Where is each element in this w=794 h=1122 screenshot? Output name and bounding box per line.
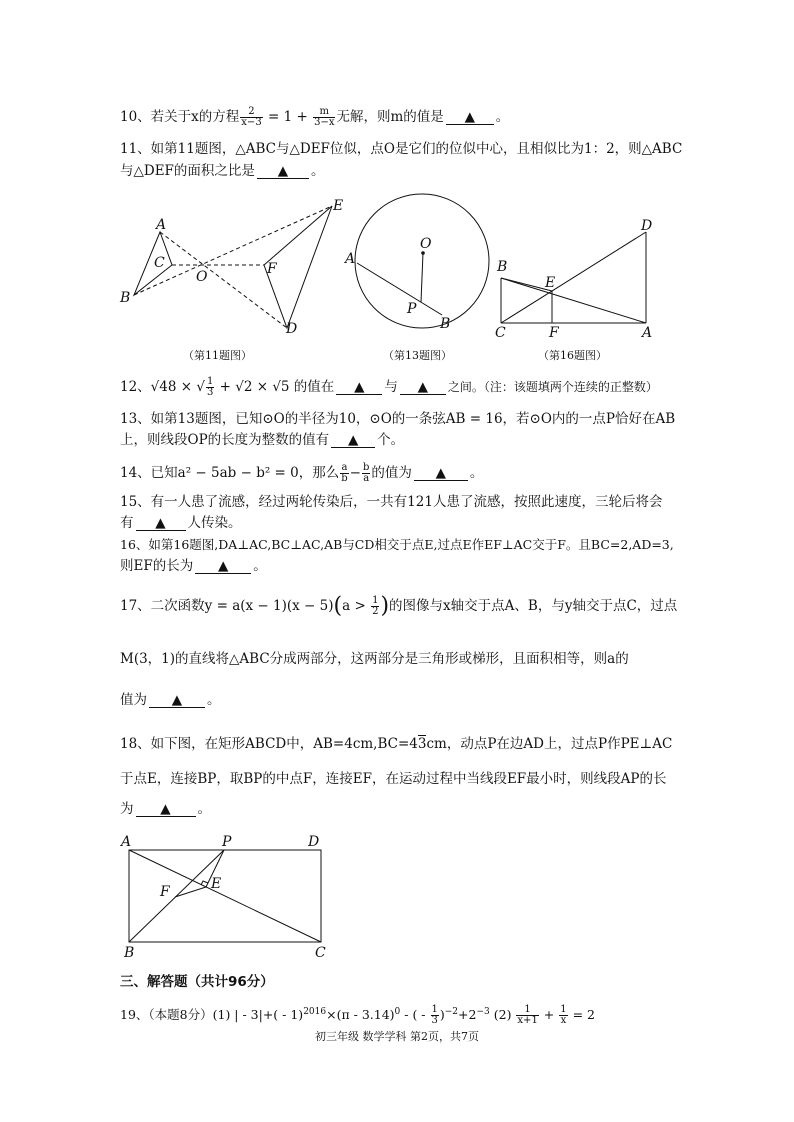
label-o: O: [196, 269, 208, 285]
label-a: A: [156, 217, 167, 233]
question-18-line2: 于点E，连接BP，取BP的中点F，连接EF，在运动过程中当线段EF最小时，则线段AP的长: [120, 771, 667, 787]
label-p: P: [222, 834, 232, 850]
question-17-line3: 值为 ▲ 。: [120, 692, 221, 708]
fraction: $\frac{m}{3-x}$: [314, 106, 335, 128]
chord-ab: [357, 263, 442, 315]
answer-blank[interactable]: ▲: [195, 559, 251, 574]
label-a: A: [121, 834, 132, 850]
label-e: E: [333, 198, 344, 214]
question-13-line2: 上，则线段OP的长度为整数的值有 ▲ 个。: [120, 432, 405, 448]
question-13-line1: 13、如第13题图，已知⊙O的半径为10，⊙O的一条弦AB = 16，若⊙O内的一点P恰好在AB: [120, 411, 676, 427]
label-f: F: [267, 261, 277, 277]
label-b: B: [120, 290, 131, 306]
answer-blank[interactable]: ▲: [257, 164, 309, 179]
answer-blank[interactable]: ▲: [136, 516, 186, 531]
question-12: 12、√48 × √ $\frac{1}{3}$ + √2 × √5 的值在 ▲ 与 ▲ 之间。（注：该题填两个连续的正整数）: [120, 376, 658, 398]
label-c: C: [315, 945, 326, 961]
answer-blank[interactable]: ▲: [446, 110, 494, 125]
question-15-line2: 有 ▲ 人传染。: [120, 515, 242, 531]
left-paren: (: [333, 593, 343, 619]
label-b: B: [124, 945, 135, 961]
right-paren: ): [380, 593, 390, 619]
fraction: $\frac{1}{x}$: [560, 1004, 567, 1027]
fraction: $\frac{1}{x+1}$: [517, 1004, 538, 1027]
fraction: $\frac{b}{a}$: [362, 462, 370, 484]
label-p: P: [407, 301, 417, 317]
question-17-line1: 17、二次函数y = a(x − 1)(x − 5)(a > $\frac{1}{2}$ )的图像与x轴交于点A、B，与y轴交于点C，过点: [120, 593, 678, 619]
label-b: B: [440, 316, 451, 332]
question-15-line1: 15、有一人患了流感，经过两轮传染后，一共有121人患了流感，按照此速度，三轮后将会: [120, 494, 663, 510]
question-11-line1: 11、如第11题图，△ABC与△DEF位似，点O是它们的位似中心，且相似比为1：2，则△ABC: [120, 141, 683, 157]
label-f: F: [160, 884, 170, 900]
fraction: $\frac{2}{x-3}$: [241, 106, 262, 128]
label-d: D: [641, 218, 653, 234]
triangle-abc: [134, 232, 172, 295]
label-b: B: [497, 259, 508, 275]
answer-blank-1[interactable]: ▲: [336, 380, 382, 395]
caption-fig16: （第16题图）: [538, 349, 607, 362]
page-footer: 初三年级 数学学科 第2页，共7页: [315, 1030, 479, 1043]
fraction: $\frac{1}{2}$: [372, 595, 379, 617]
answer-blank[interactable]: ▲: [331, 433, 375, 448]
question-16-line2: 则EF的长为 ▲ 。: [120, 558, 267, 574]
question-18-line3: 为 ▲ 。: [120, 801, 211, 817]
label-o: O: [420, 236, 432, 252]
fraction: $\frac{a}{b}$: [341, 462, 348, 484]
label-f: F: [549, 325, 559, 340]
figure-18: [112, 830, 342, 965]
label-c: C: [495, 325, 506, 340]
diagonal-ac: [129, 850, 321, 942]
fraction: $\frac{1}{3}$: [431, 1004, 438, 1027]
figure-13: [340, 185, 500, 345]
label-d: D: [308, 834, 320, 850]
fraction: $\frac{1}{3}$: [206, 376, 214, 398]
answer-blank[interactable]: ▲: [136, 802, 196, 817]
label-d: D: [286, 321, 298, 337]
section-heading: 三、解答题（共计96分）: [120, 974, 274, 990]
figure-11: [112, 195, 352, 345]
answer-blank[interactable]: ▲: [414, 466, 468, 481]
label-a: A: [345, 251, 356, 267]
question-11-line2: 与△DEF的面积之比是 ▲ 。: [120, 163, 325, 179]
segment-fe: [175, 887, 206, 897]
caption-fig13: （第13题图）: [383, 349, 452, 362]
answer-blank[interactable]: ▲: [149, 693, 205, 708]
question-18-line1: 18、如下图，在矩形ABCD中，AB=4cm,BC=43cm，动点P在边AD上，过点P作PE⊥AC: [120, 736, 673, 752]
label-e: E: [545, 275, 556, 291]
question-19: 19、（本题8分）(1) | - 3|+( - 1)$^{2016}$×(π - 3.14)$^0$ - ( - $\frac{1}{3}$ )$^{-2}+2^{-3}$ (2) $\frac{1}{x+1}$ + $\frac{1}{x}$ = 2: [120, 1004, 595, 1027]
sqrt-radicand: 3: [417, 736, 427, 752]
question-14: 14、已知a² − 5ab − b² = 0，那么 $\frac{a}{b}$ − $\frac{b}{a}$ 的值为 ▲ 。: [120, 462, 484, 484]
segment-cd: [501, 232, 646, 323]
question-17-line2: M(3，1)的直线将△ABC分成两部分，这两部分是三角形或梯形，且面积相等，则a的: [120, 651, 629, 667]
label-a: A: [642, 325, 653, 340]
circle-o: [355, 194, 489, 328]
segment-ab: [501, 278, 646, 323]
question-10: 10、若关于x的方程 $\frac{2}{x-3}$ = 1 + $\frac{m}{3-x}$ 无解，则m的值是 ▲ 。: [120, 106, 510, 128]
caption-fig11: （第11题图）: [183, 349, 252, 362]
figure-16: [488, 215, 668, 340]
answer-blank-2[interactable]: ▲: [400, 380, 446, 395]
segment-op: [421, 253, 423, 302]
question-16-line1: 16、如第16题图,DA⊥AC,BC⊥AC,AB与CD相交于点E,过点E作EF⊥AC交于F。且BC=2,AD=3,: [120, 537, 674, 552]
label-e: E: [211, 876, 222, 892]
label-c: C: [154, 255, 165, 271]
